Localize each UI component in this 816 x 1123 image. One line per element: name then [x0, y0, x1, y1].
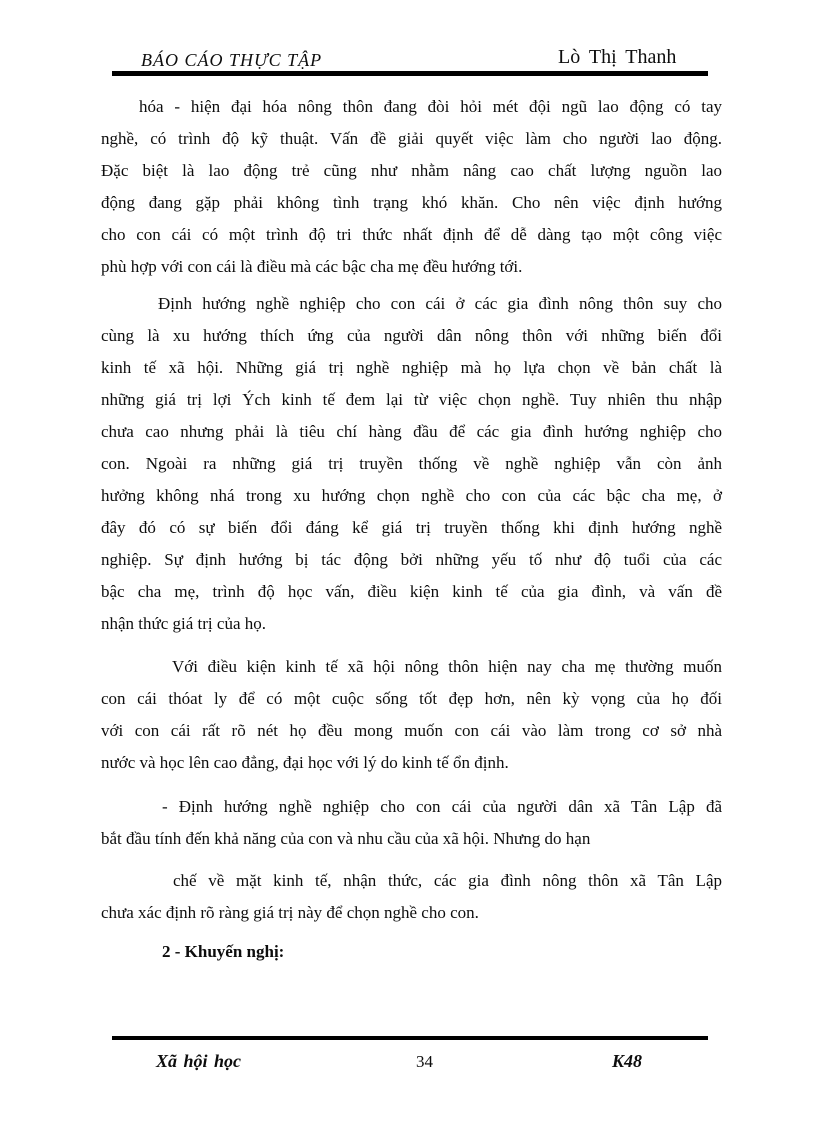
paragraph [101, 865, 722, 929]
document-body [101, 91, 722, 968]
text-line: con. Ngoài ra những giá trị truyền thống về nghề nghiệp vẫn còn ảnh [101, 454, 722, 473]
header-report-title: BÁO CÁO THỰC TẬP [141, 50, 323, 70]
paragraph [101, 288, 722, 640]
text-line: chế về mặt kinh tế, nhận thức, các gia đình nông thôn xã Tân Lập [173, 871, 722, 890]
text-line: cho con cái có một trình độ tri thức nhất định để dễ dàng tạo một công việc [101, 225, 722, 244]
text-line: bậc cha mẹ, trình độ học vấn, điều kiện kinh tế của gia đình, và vấn đề [101, 582, 722, 601]
footer-page-number: 34 [416, 1052, 433, 1071]
text-line: đây đó có sự biến đổi đáng kể giá trị truyền thống khi định hướng nghề [101, 518, 722, 537]
text-line: 2 - Khuyến nghị: [162, 942, 285, 961]
footer-cohort: K48 [612, 1051, 643, 1071]
text-line: cùng là xu hướng thích ứng của người dân nông thôn với những biến đổi [101, 326, 722, 345]
text-line: với con cái rất rõ nét họ đều mong muốn con cái vào làm trong cơ sở nhà [101, 721, 722, 740]
text-line: động đang gặp phải không tình trạng khó khăn. Cho nên việc định hướng [101, 193, 722, 212]
text-line: nhận thức giá trị của họ. [101, 614, 266, 633]
text-line: chưa xác định rõ ràng giá trị này để chọn nghề cho con. [101, 903, 479, 922]
text-line: những giá trị lợi Ých kinh tế đem lại từ việc chọn nghề. Tuy nhiên thu nhập [101, 390, 722, 409]
text-line: kinh tế xã hội. Những giá trị nghề nghiệp mà họ lựa chọn về bản chất là [101, 358, 722, 377]
text-line: nghiệp. Sự định hướng bị tác động bởi những yếu tố như độ tuổi của các [101, 550, 722, 569]
footer-rule [112, 1036, 708, 1040]
paragraph [101, 651, 722, 779]
footer-department: Xã hội học [156, 1051, 242, 1071]
text-line: hóa - hiện đại hóa nông thôn đang đòi hỏi mét đội ngũ lao động có tay [139, 97, 722, 116]
header-author-name: Lò Thị Thanh [558, 46, 677, 68]
text-line: nghề, có trình độ kỹ thuật. Vấn đề giải quyết việc làm cho người lao động. [101, 129, 722, 148]
section-heading [101, 936, 722, 968]
paragraph [101, 791, 722, 855]
text-line: Định hướng nghề nghiệp cho con cái ở các gia đình nông thôn suy cho [158, 294, 722, 313]
paragraph [101, 91, 722, 283]
text-line: bắt đầu tính đến khả năng của con và nhu cầu của xã hội. Nhưng do hạn [101, 829, 591, 848]
text-line: con cái thóat ly để có một cuộc sống tốt đẹp hơn, nên kỳ vọng của họ đối [101, 689, 722, 708]
text-line: hưởng không nhá trong xu hướng chọn nghề cho con của các bậc cha mẹ, ở [101, 486, 722, 505]
header-rule [112, 71, 708, 76]
text-line: - Định hướng nghề nghiệp cho con cái của người dân xã Tân Lập đã [162, 797, 722, 816]
text-line: Đặc biệt là lao động trẻ cũng như nhằm nâng cao chất lượng nguồn lao [101, 161, 722, 180]
text-line: nước và học lên cao đẳng, đại học với lý do kinh tế ổn định. [101, 753, 509, 772]
text-line: phù hợp với con cái là điều mà các bậc cha mẹ đều hướng tới. [101, 257, 523, 276]
text-line: chưa cao nhưng phải là tiêu chí hàng đầu để các gia đình hướng nghiệp cho [101, 422, 722, 441]
text-line: Với điều kiện kinh tế xã hội nông thôn hiện nay cha mẹ thường muốn [172, 657, 722, 676]
